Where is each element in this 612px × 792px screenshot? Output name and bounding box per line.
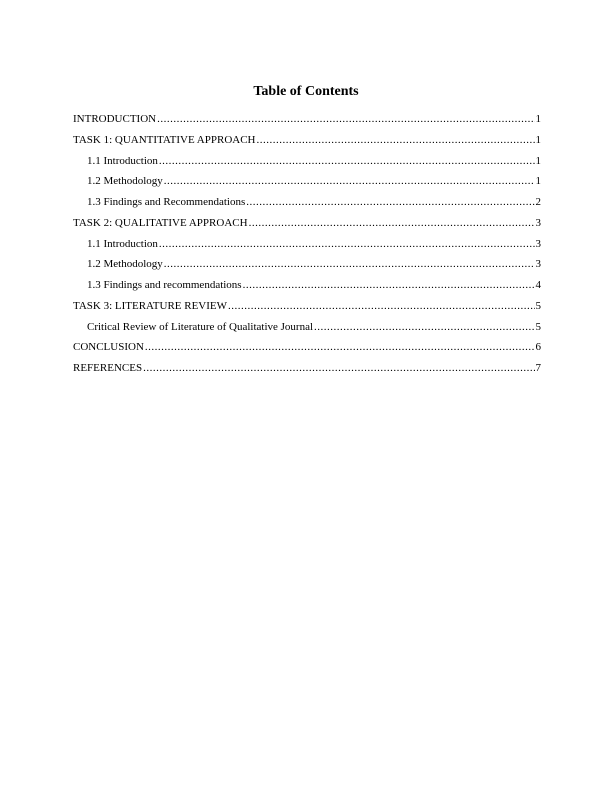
toc-entry-page: 1 [535, 133, 541, 146]
toc-entry-page: 1 [535, 154, 541, 167]
toc-entry-page: 3 [535, 258, 541, 271]
toc-entry-label: Critical Review of Literature of Qualitative Journal [87, 320, 314, 333]
toc-entry-label: TASK 1: QUANTITATIVE APPROACH [73, 133, 256, 146]
toc-leader-dots [159, 237, 535, 251]
toc-leader-dots [243, 278, 535, 292]
toc-leader-dots [145, 340, 535, 354]
toc-entry-task-2-findings[interactable] [73, 278, 541, 299]
toc-leader-dots [157, 112, 534, 126]
toc-entry-page: 4 [535, 279, 541, 291]
toc-entry-task-1[interactable] [73, 133, 541, 154]
toc-entry-task-2[interactable] [73, 216, 541, 237]
toc-entry-page: 6 [535, 341, 541, 354]
toc-entry-label: CONCLUSION [73, 341, 144, 354]
toc-entry-page: 1 [535, 113, 541, 125]
toc-entry-task-1-findings[interactable] [73, 195, 541, 216]
toc-leader-dots [228, 299, 534, 313]
toc-leader-dots [143, 361, 534, 375]
toc-entry-label: INTRODUCTION [73, 113, 157, 125]
toc-leader-dots [249, 216, 535, 230]
toc-entry-label: TASK 3: LITERATURE REVIEW [73, 299, 228, 312]
toc-entry-introduction[interactable] [73, 112, 541, 133]
toc-entry-task-1-introduction[interactable] [73, 154, 541, 175]
toc-title: Table of Contents [253, 84, 359, 99]
toc-entry-label: 1.3 Findings and Recommendations [87, 196, 246, 208]
toc-leader-dots [159, 154, 535, 168]
toc-entry-page: 1 [535, 175, 541, 188]
toc-entry-label: TASK 2: QUALITATIVE APPROACH [73, 216, 248, 229]
toc-entry-task-2-methodology[interactable] [73, 257, 541, 278]
toc-entry-label: 1.1 Introduction [87, 237, 158, 250]
toc-entry-page: 2 [535, 196, 541, 208]
toc-entry-task-1-methodology[interactable] [73, 174, 541, 195]
toc-entry-page: 5 [535, 299, 541, 312]
toc-entry-page: 3 [535, 216, 541, 229]
table-of-contents [73, 112, 541, 382]
toc-entry-label: 1.2 Methodology [87, 175, 163, 188]
toc-leader-dots [257, 133, 535, 147]
toc-entry-task-3-critical-review[interactable] [73, 320, 541, 341]
toc-entry-page: 3 [535, 237, 541, 250]
toc-entry-task-3[interactable] [73, 299, 541, 320]
toc-leader-dots [314, 320, 534, 334]
toc-entry-page: 7 [535, 362, 541, 374]
toc-leader-dots [246, 195, 534, 209]
toc-entry-page: 5 [535, 320, 541, 333]
toc-entry-task-2-introduction[interactable] [73, 237, 541, 258]
toc-leader-dots [164, 257, 535, 271]
toc-entry-label: 1.3 Findings and recommendations [87, 279, 242, 291]
toc-entry-conclusion[interactable] [73, 340, 541, 361]
toc-entry-label: 1.1 Introduction [87, 154, 158, 167]
toc-entry-references[interactable] [73, 361, 541, 382]
toc-leader-dots [164, 174, 535, 188]
toc-entry-label: REFERENCES [73, 362, 143, 374]
toc-entry-label: 1.2 Methodology [87, 258, 163, 271]
